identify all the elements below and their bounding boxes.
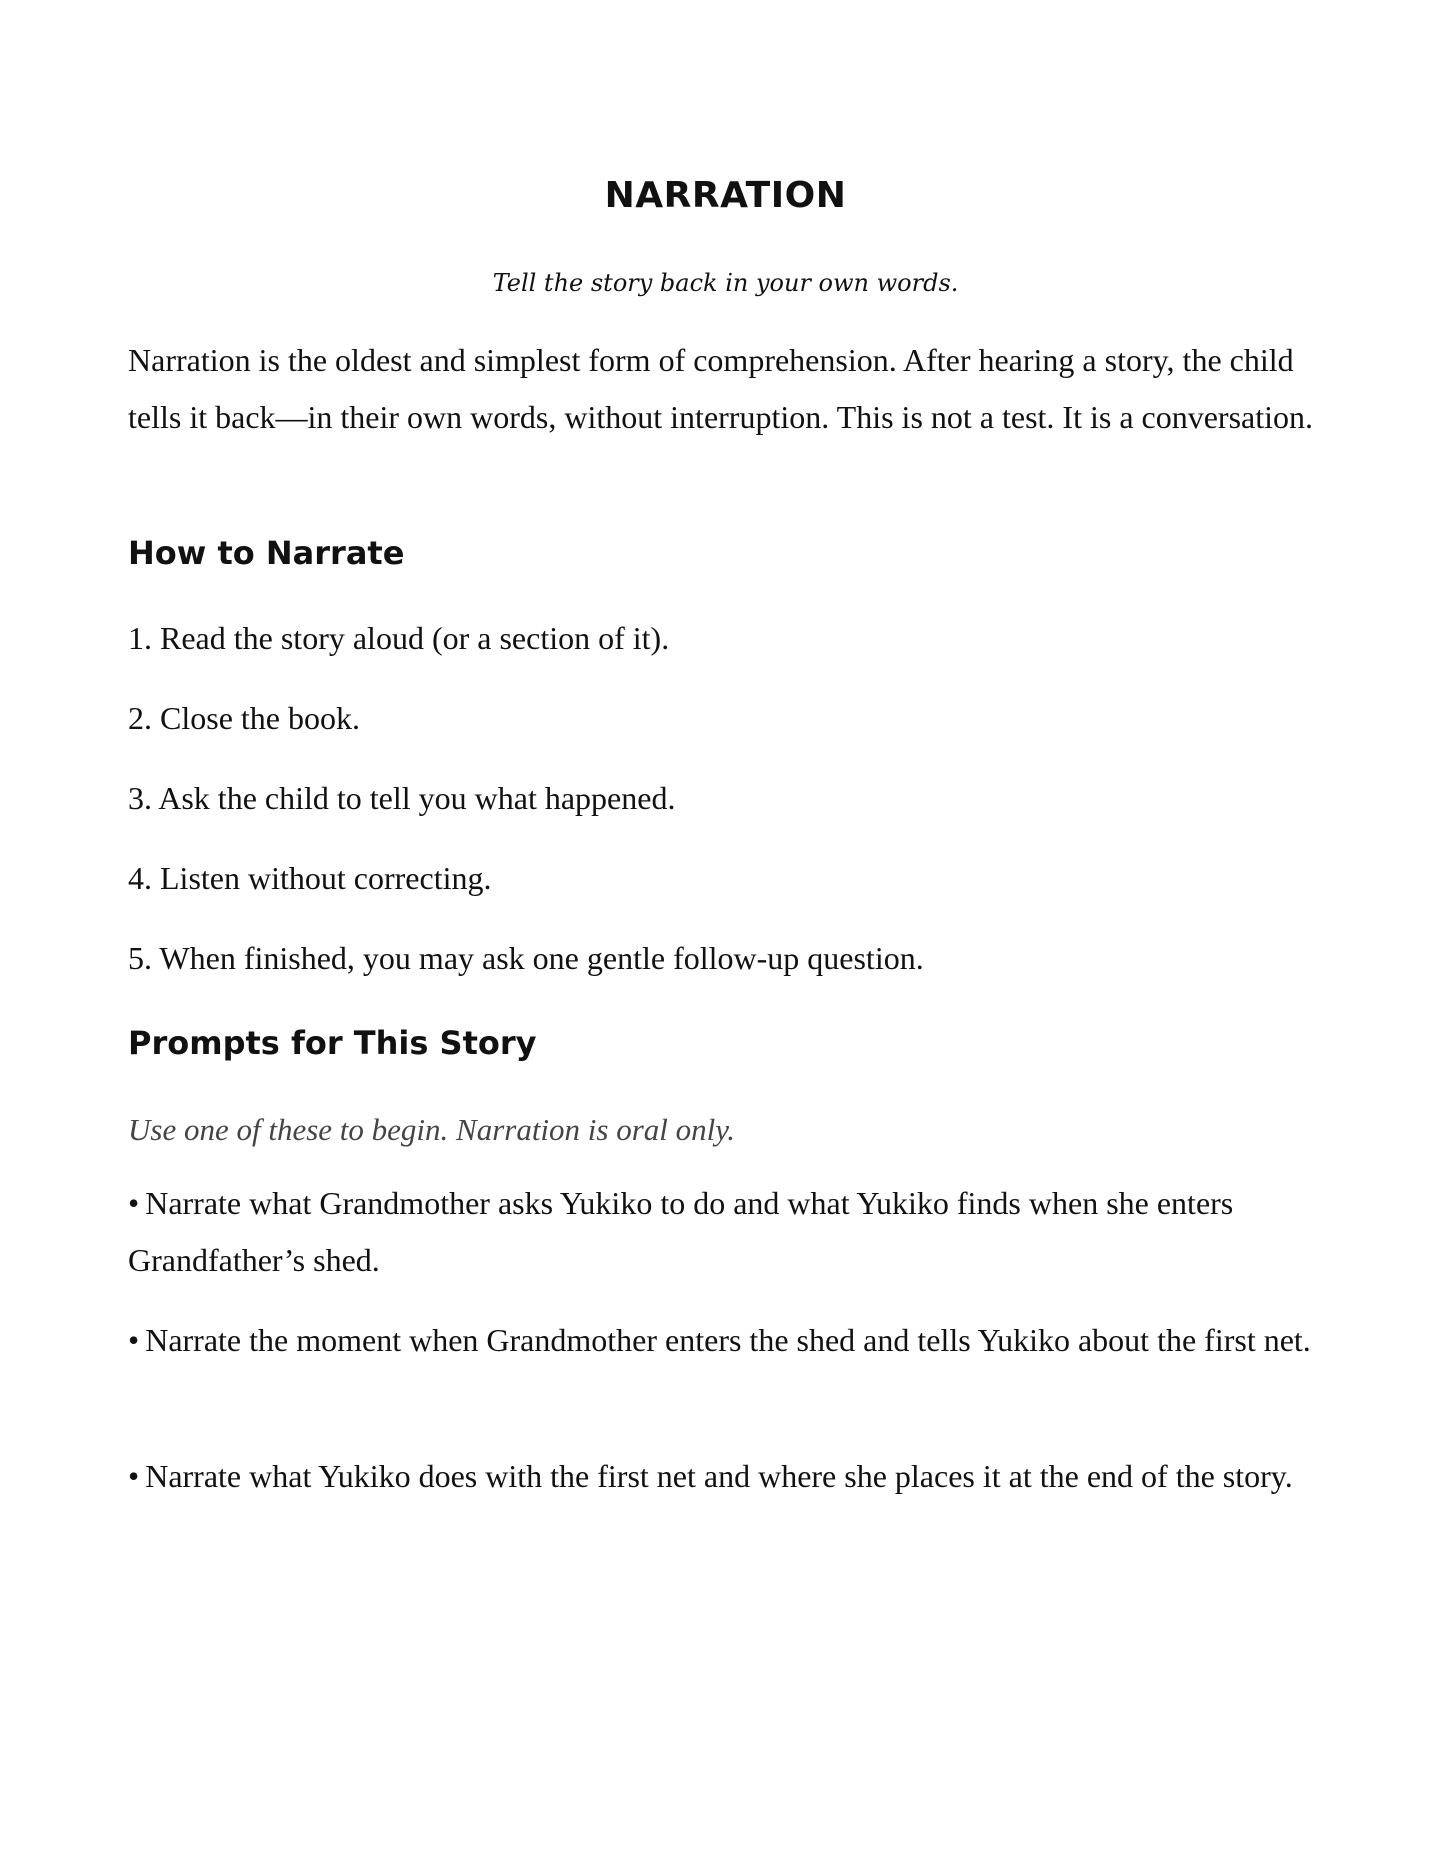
prompt-text: Narrate what Grandmother asks Yukiko to do and what Yukiko finds when she enters Grandfather’s shed.: [128, 1185, 1234, 1278]
prompts-note: Use one of these to begin. Narration is oral only.: [128, 1112, 736, 1147]
bullet-mark: •: [128, 1458, 140, 1494]
prompt-text: Narrate what Yukiko does with the first net and where she places it at the end of the story.: [145, 1458, 1293, 1494]
prompt-text: Narrate the moment when Grandmother enters the shed and tells Yukiko about the first net.: [145, 1322, 1311, 1358]
prompt-item: [128, 1175, 1323, 1289]
prompts-heading: Prompts for This Story: [128, 1024, 537, 1062]
step-item: 1. Read the story aloud (or a section of it).: [128, 620, 670, 656]
step-item: 5. When finished, you may ask one gentle follow-up question.: [128, 940, 924, 976]
page-subtitle: Tell the story back in your own words.: [492, 269, 959, 297]
prompt-item: [128, 1312, 1323, 1369]
intro-paragraph: Narration is the oldest and simplest form of comprehension. After hearing a story, the child tells it back—in their own words, without interruption. This is not a test. It is a conversation.: [128, 342, 1314, 435]
bullet-mark: •: [128, 1185, 140, 1221]
step-item: 2. Close the book.: [128, 700, 360, 736]
step-item: 3. Ask the child to tell you what happened.: [128, 780, 676, 816]
bullet-mark: •: [128, 1322, 140, 1358]
prompt-item: [128, 1448, 1323, 1505]
page-title: NARRATION: [604, 175, 847, 216]
step-item: 4. Listen without correcting.: [128, 860, 492, 896]
how-to-heading: How to Narrate: [128, 534, 405, 572]
